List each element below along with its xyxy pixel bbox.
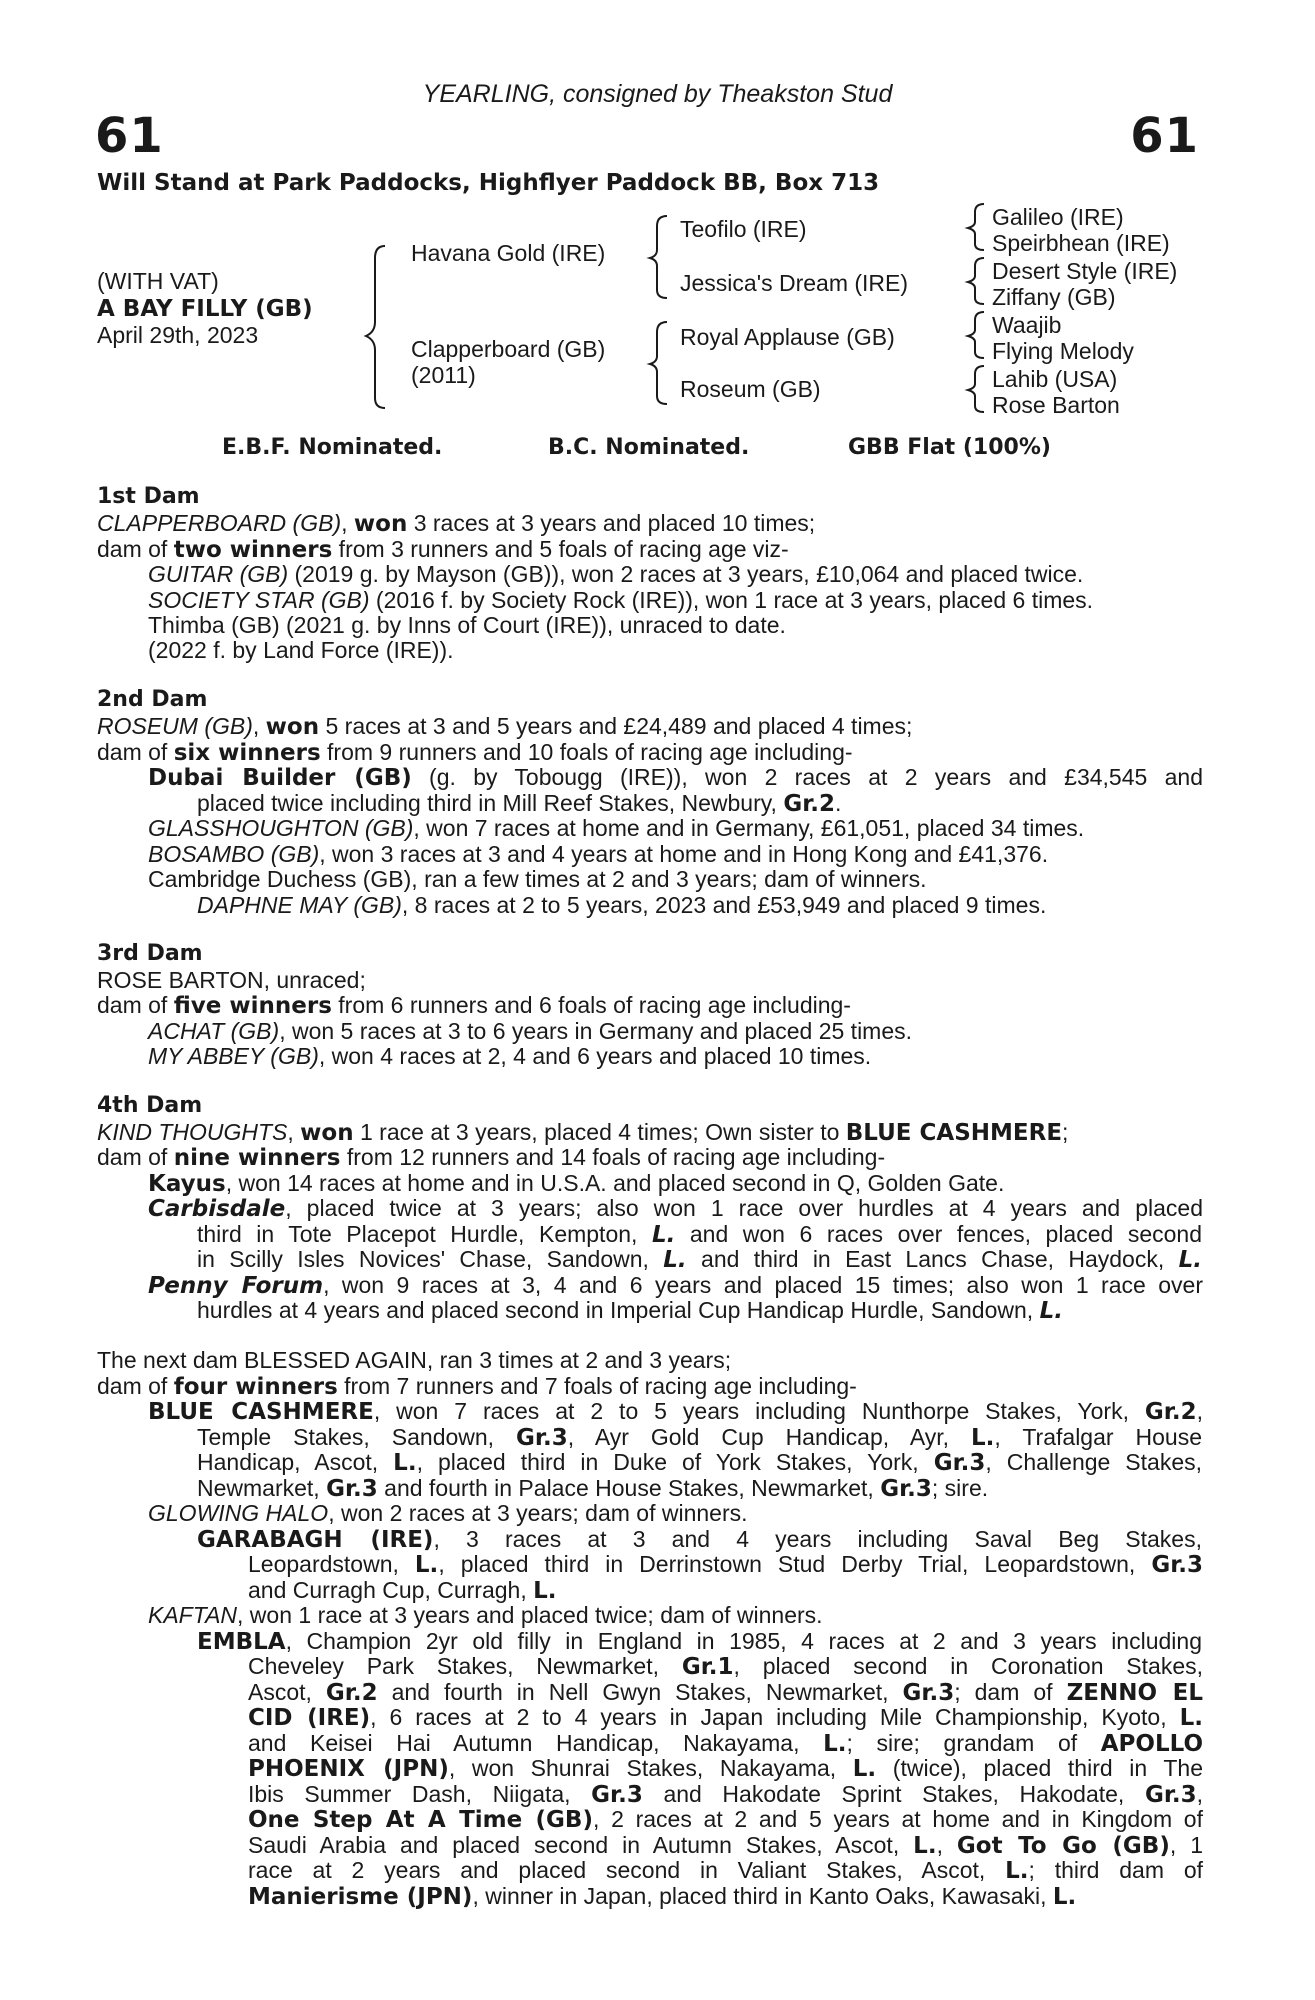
pedigree-dam: Clapperboard (GB) — [411, 336, 606, 362]
dam1-line — [148, 561, 1083, 587]
text-run: MY ABBEY (GB) — [148, 1043, 319, 1069]
text-run: GUITAR (GB) — [148, 561, 289, 587]
pedigree-sire: Havana Gold (IRE) — [411, 240, 606, 266]
text-run: Penny Forum — [148, 1273, 324, 1299]
text-run: ROSEUM (GB) — [97, 713, 253, 739]
dam4-line — [148, 1272, 1203, 1299]
text-run: Gr.1 — [681, 1654, 734, 1680]
pedigree-gg-8: Rose Barton — [992, 392, 1120, 418]
text-run: Newmarket, — [197, 1475, 327, 1501]
text-run: SOCIETY STAR (GB) — [148, 587, 370, 613]
next-dam-line — [148, 1398, 1203, 1425]
text-run: (2022 f. by Land Force (IRE)). — [148, 637, 454, 663]
pedigree-gg-4: Ziffany (GB) — [992, 284, 1116, 310]
text-run: Gr.3 — [880, 1476, 932, 1502]
lot-number-left: 61 — [95, 108, 164, 164]
text-run: , — [1196, 1398, 1203, 1424]
text-run: EMBLA — [197, 1629, 286, 1655]
text-run: third in Tote Placepot Hurdle, Kempton, — [197, 1221, 652, 1247]
next-dam-line — [248, 1883, 1076, 1910]
consignor-title: YEARLING, consigned by Theakston Stud — [422, 80, 893, 108]
text-run: , won 5 races at 3 to 6 years in Germany and placed 25 times. — [279, 1018, 913, 1044]
dam2-heading: 2nd Dam — [97, 687, 208, 712]
pedigree-dam-year: (2011) — [411, 362, 476, 388]
text-run: 5 races at 3 and 5 years and £24,489 and placed 4 times; — [319, 713, 913, 739]
text-run: six winners — [173, 740, 321, 766]
text-run: dam of — [97, 992, 174, 1018]
text-run: and fourth in Nell Gwyn Stakes, Newmarket, — [377, 1679, 903, 1705]
text-run: GARABAGH (IRE) — [197, 1527, 434, 1553]
text-run: Gr.3 — [591, 1782, 643, 1808]
text-run: and Hakodate Sprint Stakes, Hakodate, — [642, 1781, 1145, 1807]
text-run: , won 7 races at 2 to 5 years including Nunthorpe Stakes, York, — [373, 1398, 1145, 1424]
text-run: L. — [393, 1450, 417, 1476]
text-run: , placed third in Duke of York Stakes, York, — [416, 1449, 934, 1475]
text-run: , won 9 races at 3, 4 and 6 years and placed 15 times; also won 1 race over — [323, 1272, 1203, 1298]
dam3-line — [97, 992, 851, 1019]
next-dam-line — [197, 1424, 1202, 1451]
text-run: , won 14 races at home and in U.S.A. and placed second in Q, Golden Gate. — [225, 1170, 1005, 1196]
gbb-flat: GBB Flat (100%) — [848, 435, 1051, 460]
text-run: . — [835, 790, 842, 816]
text-run: The next dam BLESSED AGAIN, ran 3 times at 2 and 3 years; — [97, 1347, 732, 1373]
text-run: Manierisme (JPN) — [248, 1884, 473, 1910]
text-run: KAFTAN — [148, 1602, 238, 1628]
text-run: , placed twice at 3 years; also won 1 race over hurdles at 4 years and placed — [285, 1195, 1203, 1221]
next-dam-line — [248, 1653, 1203, 1680]
next-dam-line — [97, 1373, 857, 1400]
text-run: L. — [913, 1833, 937, 1859]
next-dam-line — [248, 1755, 1203, 1782]
dam4-line — [148, 1195, 1203, 1222]
text-run: (twice), placed third in The — [876, 1755, 1203, 1781]
text-run: CID (IRE) — [248, 1705, 371, 1731]
text-run: Gr.2 — [1144, 1399, 1197, 1425]
dam3-heading: 3rd Dam — [97, 941, 203, 966]
text-run: Gr.2 — [783, 791, 836, 817]
text-run: ; sire; grandam of — [846, 1730, 1101, 1756]
text-run: KIND THOUGHTS — [97, 1119, 288, 1145]
text-run: , won 3 races at 3 and 4 years at home and in Hong Kong and £41,376. — [319, 841, 1049, 867]
pedigree-sire-dam: Jessica's Dream (IRE) — [680, 270, 909, 296]
text-run: hurdles at 4 years and placed second in Imperial Cup Handicap Hurdle, Sandown, — [197, 1297, 1040, 1323]
text-run: GLASSHOUGHTON (GB) — [148, 815, 414, 841]
text-run: Ascot, — [248, 1679, 326, 1705]
dam4-line — [197, 1221, 1202, 1248]
text-run: , won 2 races at 3 years; dam of winners. — [328, 1500, 748, 1526]
text-run: , 8 races at 2 to 5 years, 2023 and £53,949 and placed 9 times. — [401, 892, 1047, 918]
text-run: , winner in Japan, placed third in Kanto Oaks, Kawasaki, — [472, 1883, 1053, 1909]
text-run: (2016 f. by Society Rock (IRE)), won 1 race at 3 years, placed 6 times. — [369, 587, 1094, 613]
text-run: L. — [1179, 1705, 1203, 1731]
dam4-line — [148, 1170, 1004, 1197]
dam1-line — [148, 587, 1093, 613]
next-dam-line — [197, 1628, 1202, 1655]
text-run: BOSAMBO (GB) — [148, 841, 320, 867]
text-run: from 6 runners and 6 foals of racing age including- — [331, 992, 851, 1018]
text-run: , — [341, 510, 354, 536]
text-run: Temple Stakes, Sandown, — [197, 1424, 517, 1450]
text-run: , Trafalgar House — [994, 1424, 1202, 1450]
text-run: Gr.3 — [1144, 1782, 1197, 1808]
pedigree-gg-5: Waajib — [992, 312, 1062, 338]
next-dam-line — [248, 1781, 1203, 1808]
text-run: Kayus — [148, 1171, 226, 1197]
text-run: , — [936, 1832, 957, 1858]
text-run: L. — [971, 1425, 995, 1451]
pedigree-gg-3: Desert Style (IRE) — [992, 258, 1178, 284]
text-run: , won Shunrai Stakes, Nakayama, — [448, 1755, 853, 1781]
text-run: won — [265, 714, 320, 740]
text-run: L. — [1178, 1247, 1202, 1273]
text-run: L. — [823, 1731, 847, 1757]
text-run: L. — [852, 1756, 877, 1782]
text-run: CLAPPERBOARD (GB) — [97, 510, 342, 536]
dam2-line — [97, 739, 853, 766]
pedigree-gg-7: Lahib (USA) — [992, 366, 1118, 392]
dam1-heading: 1st Dam — [97, 484, 200, 509]
text-run: placed twice including third in Mill Reef Stakes, Newbury, — [197, 790, 784, 816]
text-run: dam of — [97, 1144, 174, 1170]
text-run: , — [287, 1119, 301, 1145]
next-dam-line — [248, 1551, 1203, 1578]
text-run: L. — [414, 1552, 439, 1578]
text-run: and won 6 races over fences, placed second — [675, 1221, 1203, 1247]
text-run: L. — [663, 1247, 687, 1273]
text-run: Gr.3 — [516, 1425, 568, 1451]
dam2-line — [148, 841, 1048, 867]
text-run: GLOWING HALO — [148, 1500, 329, 1526]
text-run: , Champion 2yr old filly in England in 1985, 4 races at 2 and 3 years including — [285, 1628, 1202, 1654]
text-run: Gr.2 — [325, 1680, 378, 1706]
text-run: from 12 runners and 14 foals of racing age including- — [340, 1144, 886, 1170]
text-run: dam of — [97, 536, 174, 562]
dam3-line — [97, 967, 366, 993]
text-run: L. — [1005, 1858, 1029, 1884]
next-dam-line — [248, 1857, 1203, 1884]
text-run: , — [1196, 1781, 1204, 1807]
pedigree-sire-sire: Teofilo (IRE) — [680, 216, 807, 242]
next-dam-line — [197, 1526, 1202, 1553]
next-dam-line — [248, 1806, 1203, 1833]
text-run: from 7 runners and 7 foals of racing age including- — [337, 1373, 857, 1399]
dam2-line — [197, 790, 841, 817]
text-run: race at 2 years and placed second in Valiant Stakes, Ascot, — [248, 1857, 1006, 1883]
text-run: ; third dam of — [1028, 1857, 1203, 1883]
text-run: Gr.3 — [933, 1450, 986, 1476]
text-run: One Step At A Time (GB) — [248, 1807, 593, 1833]
text-run: ; dam of — [954, 1679, 1067, 1705]
text-run: L. — [1039, 1298, 1063, 1324]
dam2-line — [148, 764, 1203, 791]
text-run: , placed second in Coronation Stakes, — [733, 1653, 1203, 1679]
dam2-line — [148, 815, 1084, 841]
text-run: DAPHNE MAY (GB) — [197, 892, 402, 918]
next-dam-line — [97, 1347, 731, 1373]
text-run: , Challenge Stakes, — [985, 1449, 1203, 1475]
text-run: , 2 races at 2 and 5 years at home and in Kingdom of — [592, 1806, 1203, 1832]
text-run: Dubai Builder (GB) — [148, 765, 412, 791]
text-run: Carbisdale — [148, 1196, 286, 1222]
text-run: in Scilly Isles Novices' Chase, Sandown, — [197, 1246, 664, 1272]
text-run: nine winners — [173, 1145, 341, 1171]
next-dam-line — [148, 1500, 748, 1526]
next-dam-line — [197, 1449, 1202, 1476]
text-run: (2019 g. by Mayson (GB)), won 2 races at 3 years, £10,064 and placed twice. — [288, 561, 1084, 587]
text-run: won — [300, 1120, 354, 1146]
text-run: L. — [1052, 1884, 1077, 1910]
text-run: , won 7 races at home and in Germany, £61,051, placed 34 times. — [413, 815, 1085, 841]
dam4-line — [97, 1119, 1068, 1146]
dam2-line — [197, 892, 1046, 918]
text-run: Gr.3 — [1151, 1552, 1203, 1578]
text-run: , 3 races at 3 and 4 years including Saval Beg Stakes, — [433, 1526, 1202, 1552]
pedigree-gg-6: Flying Melody — [992, 338, 1134, 364]
pedigree-dam-sire: Royal Applause (GB) — [680, 324, 895, 350]
text-run: and Keisei Hai Autumn Handicap, Nakayama, — [248, 1730, 824, 1756]
text-run: Thimba (GB) (2021 g. by Inns of Court (IRE)), unraced to date. — [148, 612, 786, 638]
dam1-line — [148, 637, 454, 663]
text-run: , won 1 race at 3 years and placed twice; dam of winners. — [237, 1602, 823, 1628]
dam1-line — [148, 612, 786, 638]
dam4-line — [197, 1246, 1202, 1273]
text-run: won — [353, 511, 408, 537]
dam3-line — [148, 1043, 871, 1069]
text-run: ; — [1062, 1119, 1069, 1145]
text-run: Got To Go (GB) — [956, 1833, 1170, 1859]
text-run: two winners — [173, 537, 333, 563]
text-run: Saudi Arabia and placed second in Autumn Stakes, Ascot, — [248, 1832, 914, 1858]
next-dam-line — [248, 1704, 1203, 1731]
text-run: 3 races at 3 years and placed 10 times; — [407, 510, 816, 536]
text-run: APOLLO — [1100, 1731, 1204, 1757]
text-run: ZENNO EL — [1066, 1680, 1203, 1706]
text-run: dam of — [97, 1373, 174, 1399]
text-run: Gr.3 — [326, 1476, 378, 1502]
text-run: Leopardstown, — [248, 1551, 415, 1577]
dam4-line — [97, 1144, 885, 1171]
text-run: Gr.3 — [902, 1680, 955, 1706]
dam4-line — [197, 1297, 1063, 1324]
stand-location: Will Stand at Park Paddocks, Highflyer Paddock BB, Box 713 — [97, 170, 880, 196]
next-dam-line — [248, 1679, 1203, 1706]
text-run: from 9 runners and 10 foals of racing age including- — [320, 739, 853, 765]
text-run: five winners — [173, 993, 332, 1019]
foaling-date: April 29th, 2023 — [97, 322, 259, 348]
text-run: BLUE CASHMERE — [845, 1120, 1063, 1146]
text-run: Handicap, Ascot, — [197, 1449, 394, 1475]
text-run: L. — [651, 1222, 676, 1248]
vat-note: (WITH VAT) — [97, 268, 219, 294]
text-run: L. — [533, 1578, 557, 1604]
text-run: , 1 — [1169, 1832, 1203, 1858]
dam3-line — [148, 1018, 912, 1044]
text-run: ; sire. — [931, 1475, 989, 1501]
text-run: four winners — [173, 1374, 338, 1400]
pedigree-gg-2: Speirbhean (IRE) — [992, 230, 1170, 256]
next-dam-line — [248, 1577, 557, 1604]
ebf-nomination: E.B.F. Nominated. — [222, 435, 443, 460]
bc-nomination: B.C. Nominated. — [548, 435, 750, 460]
text-run: Cheveley Park Stakes, Newmarket, — [248, 1653, 682, 1679]
text-run: , — [252, 713, 266, 739]
text-run: and fourth in Palace House Stakes, Newmarket, — [377, 1475, 881, 1501]
text-run: 1 race at 3 years, placed 4 times; Own sister to — [353, 1119, 846, 1145]
text-run: PHOENIX (JPN) — [248, 1756, 449, 1782]
dam2-line — [97, 713, 912, 740]
next-dam-line — [248, 1730, 1203, 1757]
horse-name: A BAY FILLY (GB) — [97, 296, 313, 322]
next-dam-line — [248, 1832, 1203, 1859]
next-dam-line — [197, 1475, 988, 1502]
text-run: BLUE CASHMERE — [148, 1399, 374, 1425]
next-dam-line — [148, 1602, 823, 1628]
pedigree-dam-dam: Roseum (GB) — [680, 376, 821, 402]
dam1-line — [97, 536, 789, 563]
text-run: dam of — [97, 739, 174, 765]
dam1-line — [97, 510, 815, 537]
text-run: Ibis Summer Dash, Niigata, — [248, 1781, 592, 1807]
text-run: , 6 races at 2 to 4 years in Japan including Mile Championship, Kyoto, — [370, 1704, 1180, 1730]
lot-number-right: 61 — [1130, 108, 1199, 164]
text-run: Cambridge Duchess (GB), ran a few times at 2 and 3 years; dam of winners. — [148, 866, 927, 892]
text-run: (g. by Tobougg (IRE)), won 2 races at 2 years and £34,545 and — [411, 764, 1203, 790]
text-run: ROSE BARTON, unraced; — [97, 967, 366, 993]
dam2-line — [148, 866, 927, 892]
text-run: , won 4 races at 2, 4 and 6 years and placed 10 times. — [318, 1043, 872, 1069]
text-run: from 3 runners and 5 foals of racing age viz- — [332, 536, 789, 562]
text-run: ACHAT (GB) — [148, 1018, 280, 1044]
text-run: and Curragh Cup, Curragh, — [248, 1577, 534, 1603]
dam4-heading: 4th Dam — [97, 1093, 203, 1118]
pedigree-gg-1: Galileo (IRE) — [992, 204, 1124, 230]
text-run: and third in East Lancs Chase, Haydock, — [686, 1246, 1179, 1272]
text-run: , placed third in Derrinstown Stud Derby Trial, Leopardstown, — [438, 1551, 1152, 1577]
text-run: , Ayr Gold Cup Handicap, Ayr, — [567, 1424, 972, 1450]
